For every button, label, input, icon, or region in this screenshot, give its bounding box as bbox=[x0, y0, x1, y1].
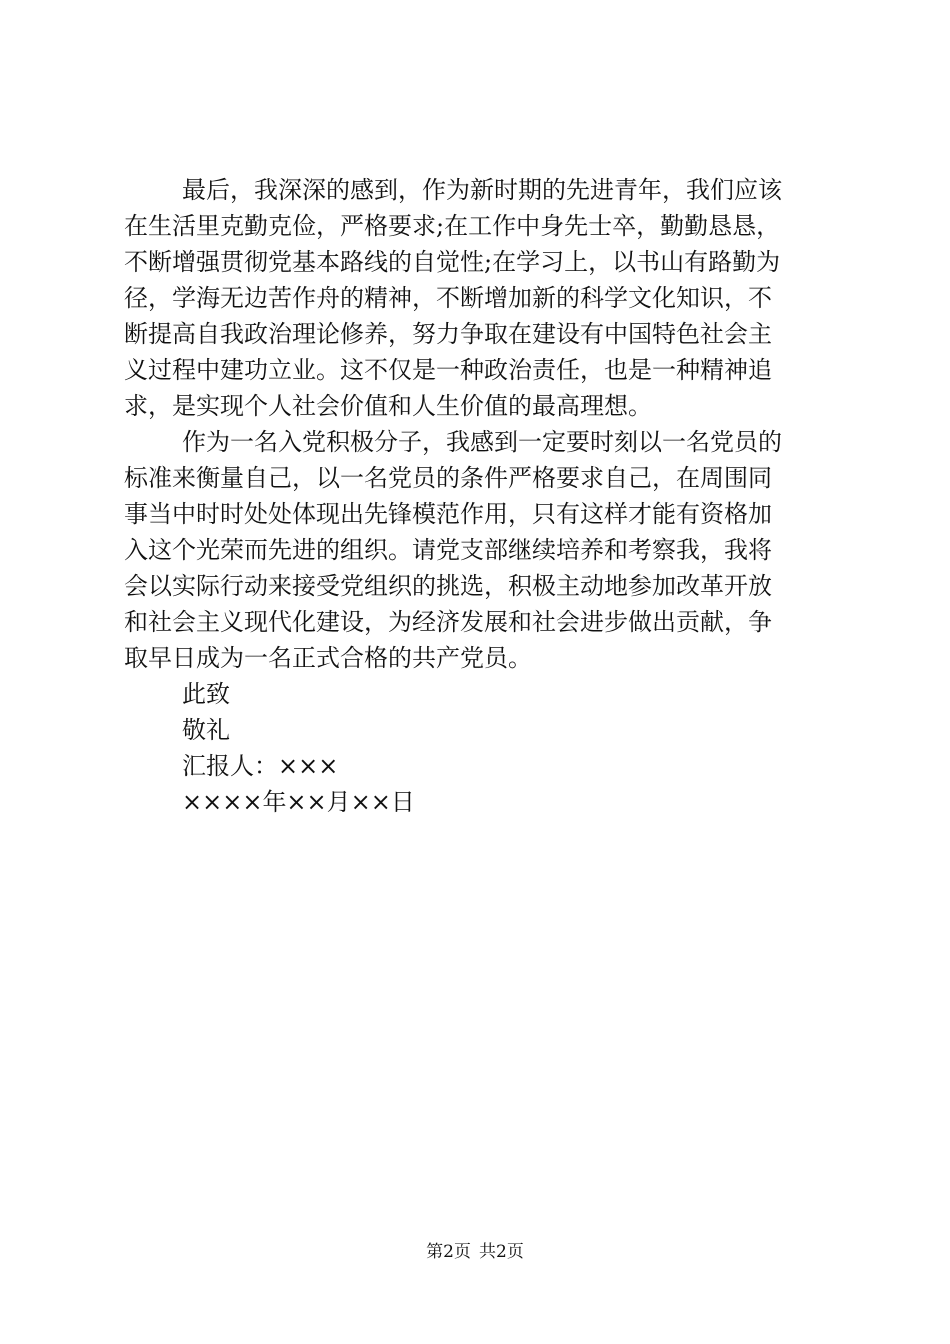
paragraph-line: 和社会主义现代化建设，为经济发展和社会进步做出贡献，争 bbox=[124, 608, 772, 636]
page-footer bbox=[0, 1240, 950, 1264]
regards: 敬礼 bbox=[182, 716, 230, 744]
paragraph-line: 会以实际行动来接受党组织的挑选，积极主动地参加改革开放 bbox=[124, 572, 772, 600]
report-date: ××××年××月××日 bbox=[182, 788, 415, 816]
paragraph-line: 在生活里克勤克俭，严格要求;在工作中身先士卒，勤勤恳恳， bbox=[124, 212, 781, 240]
paragraph-line: 事当中时时处处体现出先锋模范作用，只有这样才能有资格加 bbox=[124, 500, 772, 528]
paragraph-line: 求，是实现个人社会价值和人生价值的最高理想。 bbox=[124, 392, 652, 420]
paragraph-line: 最后，我深深的感到，作为新时期的先进青年，我们应该 bbox=[182, 176, 782, 204]
paragraph-line: 义过程中建功立业。这不仅是一种政治责任，也是一种精神追 bbox=[124, 356, 772, 384]
page-total: 共2页 bbox=[479, 1242, 524, 1262]
reporter-signature: 汇报人：××× bbox=[182, 752, 339, 780]
page-number: 第2页 bbox=[426, 1242, 471, 1262]
paragraph-line: 入这个光荣而先进的组织。请党支部继续培养和考察我，我将 bbox=[124, 536, 772, 564]
paragraph-line: 断提高自我政治理论修养，努力争取在建设有中国特色社会主 bbox=[124, 320, 772, 348]
paragraph-line: 不断增强贯彻党基本路线的自觉性;在学习上，以书山有路勤为 bbox=[124, 248, 781, 276]
salutation: 此致 bbox=[182, 680, 230, 708]
closing-block bbox=[124, 676, 836, 820]
paragraph-1 bbox=[124, 172, 836, 424]
paragraph-line: 取早日成为一名正式合格的共产党员。 bbox=[124, 644, 532, 672]
document-body bbox=[124, 172, 836, 820]
paragraph-2 bbox=[124, 424, 836, 676]
paragraph-line: 标准来衡量自己，以一名党员的条件严格要求自己，在周围同 bbox=[124, 464, 772, 492]
paragraph-line: 作为一名入党积极分子，我感到一定要时刻以一名党员的 bbox=[182, 428, 782, 456]
paragraph-line: 径，学海无边苦作舟的精神，不断增加新的科学文化知识，不 bbox=[124, 284, 772, 312]
